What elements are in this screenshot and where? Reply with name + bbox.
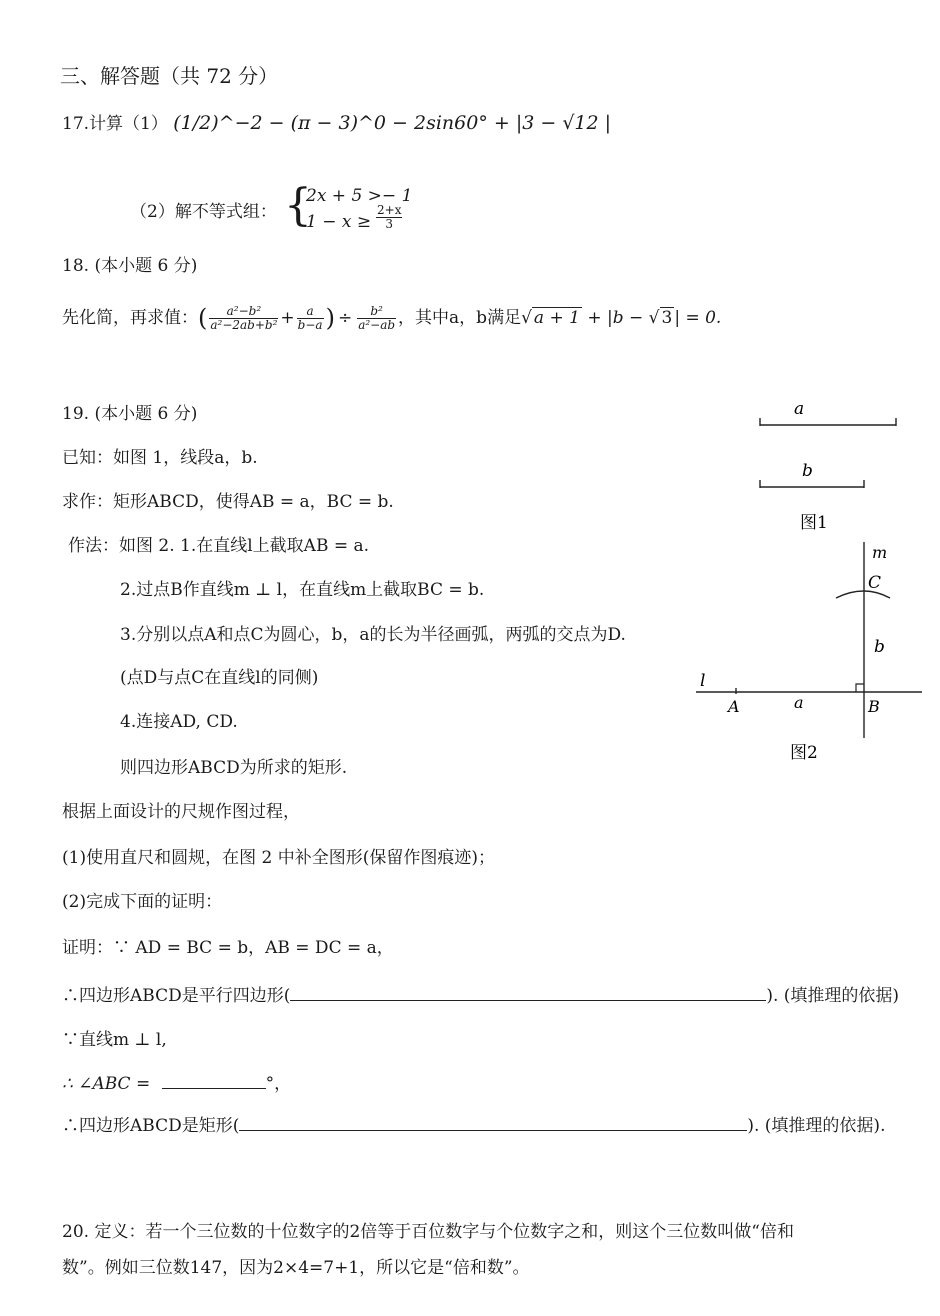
segment-a <box>760 418 896 426</box>
q19-step3-note: (点D与点C在直线l的同侧) <box>120 668 319 688</box>
fig1-label-b: b <box>802 461 813 481</box>
fraction-denominator: 3 <box>385 216 394 231</box>
q19-proof3: ∵直线m ⊥ l, <box>62 1030 167 1050</box>
paren-open: ( <box>198 303 208 332</box>
fig2-label-b: b <box>874 637 885 657</box>
sqrt-sign-1: √ <box>521 307 532 328</box>
q18-condition-prefix: ，其中a，b满足 <box>398 307 522 328</box>
q19-step2: 2.过点B作直线m ⊥ l，在直线m上截取BC = b. <box>120 580 485 600</box>
proof5-suffix: ). (填推理的依据). <box>747 1116 886 1136</box>
fig2-label-m: m <box>872 543 888 562</box>
q20-line2: 数”。例如三位数147，因为2×4=7+1，所以它是“倍和数”。 <box>62 1258 530 1278</box>
answer-blank-rectangle[interactable] <box>239 1128 747 1131</box>
fraction-3-den: a²−ab <box>358 317 396 332</box>
q19-proof4 <box>62 1074 291 1094</box>
q19-step3: 3.分别以点A和点C为圆心，b，a的长为半径画弧，两弧的交点为D. <box>120 625 626 645</box>
fig2-label-a: a <box>794 693 804 712</box>
paren-close: ) <box>325 303 335 332</box>
inequality-2-fraction <box>376 204 402 230</box>
sqrt-sign-2: √ <box>648 307 660 328</box>
fraction-numerator: 2+x <box>377 203 402 217</box>
fig1-caption: 图1 <box>800 513 828 533</box>
answer-blank-angle[interactable] <box>162 1086 266 1089</box>
sqrt-2-content: 3 <box>661 308 673 329</box>
fraction-1 <box>209 305 278 331</box>
fig2-caption: 图2 <box>790 743 818 763</box>
answer-blank-parallelogram[interactable] <box>290 998 766 1001</box>
q19-intro: 根据上面设计的尺规作图过程， <box>62 802 300 822</box>
q19-task1: (1)使用直尺和圆规，在图 2 中补全图形(保留作图痕迹)； <box>62 848 495 868</box>
right-angle-mark <box>856 684 864 692</box>
proof2-suffix: ). (填推理的依据) <box>766 986 900 1006</box>
q19-proof5 <box>62 1116 885 1136</box>
proof4-suffix: °， <box>265 1074 292 1094</box>
fraction-3 <box>357 305 396 331</box>
q19-task2: (2)完成下面的证明： <box>62 892 223 912</box>
q19-proof1: 证明：∵ AD = BC = b，AB = DC = a， <box>62 938 394 958</box>
q19-proof2 <box>62 986 899 1006</box>
proof2-prefix: ∴四边形ABCD是平行四边形( <box>62 986 291 1006</box>
fraction-1-den: a²−2ab+b² <box>210 317 278 332</box>
system-brace: { <box>284 180 312 231</box>
plus-sign: + <box>280 307 295 328</box>
sqrt-1-content: a + 1 <box>533 308 580 329</box>
q17-label: 17.计算（1） <box>62 114 168 134</box>
q20-line1: 20. 定义：若一个三位数的十位数字的2倍等于百位数字与个位数字之和，则这个三位数叫做“倍和 <box>62 1222 794 1242</box>
fraction-2-num: a <box>297 305 324 319</box>
q19-header: 19. (本小题 6 分) <box>62 404 198 424</box>
q19-given: 已知：如图 1，线段a，b. <box>62 448 258 468</box>
fig2-label-l: l <box>700 671 706 691</box>
inequality-2-left: 1 − x ≥ <box>306 212 372 232</box>
fig2-label-C: C <box>868 573 882 593</box>
section-title: 三、解答题（共 72 分） <box>60 64 279 88</box>
arc-mark <box>836 591 890 598</box>
q19-conclusion: 则四边形ABCD为所求的矩形. <box>120 758 348 778</box>
q17-part2-label: （2）解不等式组： <box>130 202 277 222</box>
fraction-2-den: b−a <box>297 317 323 332</box>
figure-2 <box>690 536 930 766</box>
q18-condition-mid: + |b − <box>581 307 649 328</box>
divide-sign: ÷ <box>337 307 353 328</box>
fig2-label-B: B <box>868 697 880 716</box>
segment-b <box>760 480 864 488</box>
q19-construct: 求作：矩形ABCD，使得AB = a，BC = b. <box>62 492 394 512</box>
q18-header: 18. (本小题 6 分) <box>62 256 198 276</box>
proof5-prefix: ∴四边形ABCD是矩形( <box>62 1116 240 1136</box>
q19-method: 作法：如图 2. 1.在直线l上截取AB = a. <box>68 536 370 556</box>
q18-lead: 先化简，再求值： <box>62 307 198 328</box>
q19-step4: 4.连接AD, CD. <box>120 712 238 732</box>
inequality-1: 2x + 5 >− 1 <box>306 186 413 206</box>
q17-line1 <box>62 112 611 135</box>
fig2-label-A: A <box>728 697 740 716</box>
q18-expression <box>62 296 721 340</box>
q17-part1-expr: (1/2)^−2 − (π − 3)^0 − 2sin60° + |3 − √12 | <box>173 112 612 134</box>
proof4-prefix: ∴ ∠ABC = <box>62 1074 151 1094</box>
fraction-1-num: a²−b² <box>209 305 278 319</box>
fraction-2 <box>297 305 324 331</box>
fig1-label-a: a <box>794 399 805 419</box>
figure-1 <box>740 392 920 542</box>
q18-condition-suffix: | = 0. <box>674 307 722 328</box>
fraction-3-num: b² <box>357 305 396 319</box>
